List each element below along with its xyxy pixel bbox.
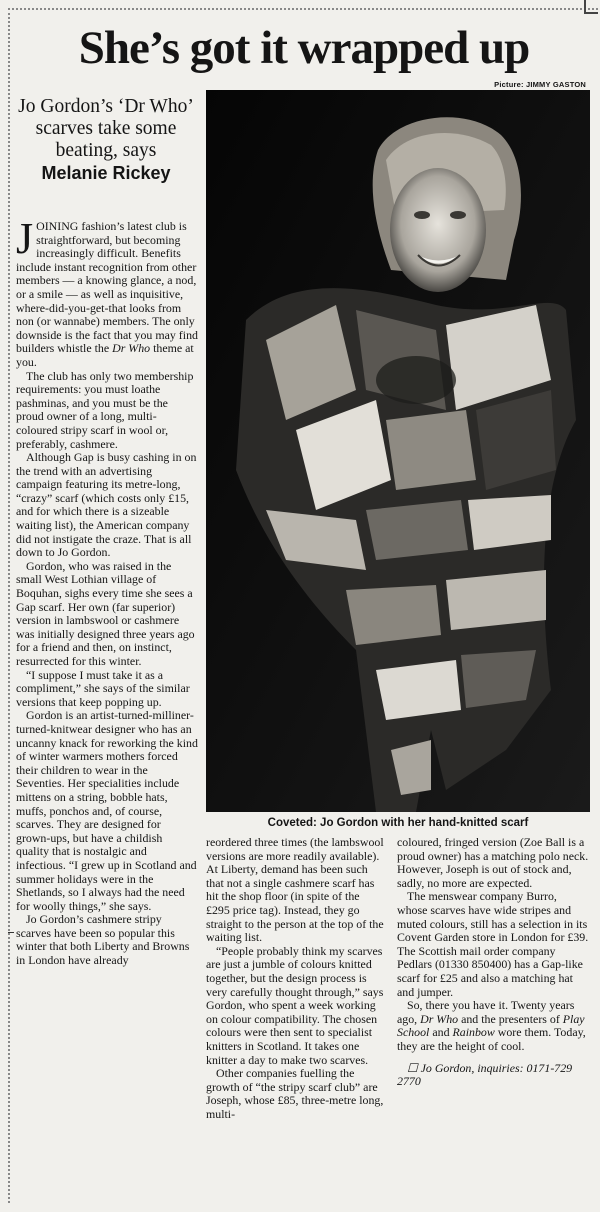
paragraph xyxy=(397,999,589,1053)
p13-italic-2: Play School xyxy=(397,1011,585,1040)
headline: She’s got it wrapped up xyxy=(78,22,530,74)
article-column-1 xyxy=(16,220,198,1205)
article-column-3 xyxy=(397,836,589,1206)
photo-caption: Coveted: Jo Gordon with her hand-knitted scarf xyxy=(267,817,529,829)
article-column-2 xyxy=(206,836,386,1206)
byline: Melanie Rickey xyxy=(41,163,171,183)
p13-italic-1: Dr Who xyxy=(420,1011,459,1026)
p13-d: wore them. Today, they are the height of cool. xyxy=(397,1025,586,1053)
paragraph: Jo Gordon’s cashmere stripy scarves have been so popular this winter that both Liberty and Browns in London have already xyxy=(16,912,190,968)
photo-credit: Picture: JIMMY GASTON xyxy=(494,80,586,89)
standfirst-text: Jo Gordon’s ‘Dr Who’ scarves take some beating, says xyxy=(18,96,194,161)
photo-illustration xyxy=(206,90,590,812)
paragraph: The club has only two membership requirements: you must loathe pashminas, and you must be the proud owner of a long, multi-coloured stripy scarf in wool or, preferably, cashmere. xyxy=(16,368,194,451)
corner-mark xyxy=(584,0,598,14)
footnote xyxy=(397,1062,589,1089)
paragraph: Other companies fuelling the growth of “the stripy scarf club” are Joseph, whose £85, three-metre long, multi- xyxy=(206,1066,384,1121)
paragraph xyxy=(16,220,198,370)
p1-italic: Dr Who xyxy=(112,341,151,356)
margin-rule xyxy=(8,932,14,1165)
p13-a: So, there you have it. Twenty years ago, xyxy=(397,998,575,1026)
p13-c: and xyxy=(429,1025,453,1040)
p1-text: OINING fashion’s latest club is straightforward, but becoming increasingly difficult. Benefits include instant recognition from other members — a knowing glance, a nod, or a smile — as well as inquisitive, where-did-you-get-that looks from non (or wannabe) members. The only downside is the fact that you may find builders whistle the xyxy=(16,220,198,356)
paragraph: reordered three times (the lambswool versions are more readily available). At Liberty, demand has been such that not a single cashmere scarf has hit the shop floor (in spite of the £295 price tag). Instead, they go straight to the person at the top of the waiting list. xyxy=(206,836,384,945)
paragraph: The menswear company Burro, whose scarves have wide stripes and muted colours, still has a selection in its Covent Garden store in London for £39. The Scottish mail order company Pedlars (01330 850400) has a Gap-like scarf for £25 and also a matching hat and jumper. xyxy=(397,889,589,999)
paragraph: coloured, fringed version (Zoe Ball is a proud owner) has a matching polo neck. However, Joseph is out of stock and, sadly, no more are expected. xyxy=(397,836,589,890)
p13-b: and the presenters of xyxy=(458,1011,563,1026)
footnote-text: ☐ Jo Gordon, inquiries: 0171-729 2770 xyxy=(397,1060,573,1089)
paragraph: Although Gap is busy cashing in on the trend with an advertising campaign featuring its metre-long, “crazy” scarf (which costs only £15, and for which there is a sizeable waiting list), the American company did not instigate the craze. That is all down to Jo Gordon. xyxy=(16,450,197,560)
paragraph: “People probably think my scarves are just a jumble of colours knitted together, but the design process is very carefully thought through,” says Gordon, who spent a week working on colour compatibility. The chosen colours were then sent to specialist knitters in Scotland. It takes one knitter a day to make two scarves. xyxy=(206,943,384,1067)
drop-cap: J xyxy=(16,220,34,263)
photo-jo-gordon xyxy=(206,90,590,812)
paragraph: Gordon, who was raised in the small West Lothian village of Boquhan, sighs every time she sees a Gap scarf. Her own (far superior) version in lambswool or cashmere was initially designed three years ago for a friend and then, on instinct, resurrected for this winter. xyxy=(16,558,195,668)
p1-end: theme at you. xyxy=(16,341,194,369)
paragraph: Gordon is an artist-turned-milliner-turned-knitwear designer who has an uncanny knack for reworking the kind of winter warmers mothers forced their children to wear in the Seventies. Her specialities include mittens on a string, bobble hats, muffs, ponchos and, of course, scarves. They are designed for grown-ups, but have a childish quality that is nostalgic and infectious. “I grew up in Scotland and summer holidays were in the Shetlands, so I always had the need for woolly things,” she says. xyxy=(16,708,198,913)
paragraph: “I suppose I must take it as a compliment,” she says of the similar versions that keep popping up. xyxy=(16,667,190,709)
p13-italic-3: Rainbow xyxy=(452,1025,495,1040)
standfirst xyxy=(16,96,196,184)
page-border-top xyxy=(8,8,598,10)
